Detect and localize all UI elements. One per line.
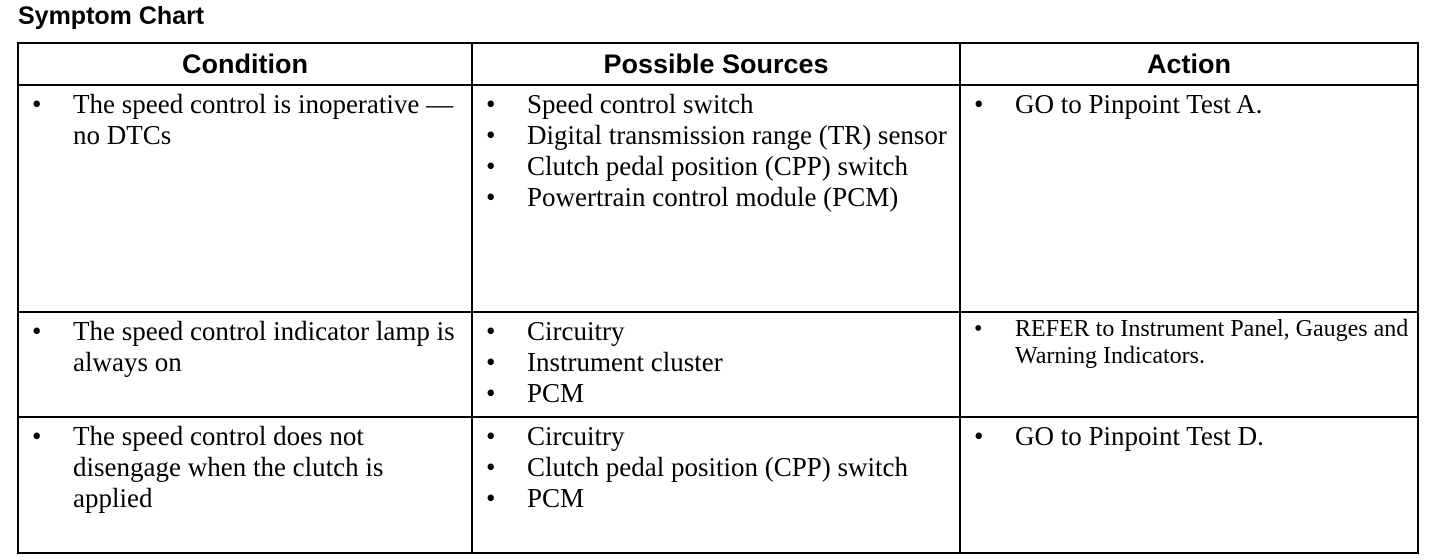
list-item <box>479 316 953 347</box>
header-row <box>18 43 1418 85</box>
source-text: Speed control switch <box>527 89 754 119</box>
bullet-icon: • <box>486 452 496 482</box>
action-cell <box>960 312 1418 417</box>
bullet-icon: • <box>486 347 496 377</box>
list-item <box>479 182 953 213</box>
condition-cell <box>18 312 472 417</box>
source-text: PCM <box>527 483 585 513</box>
bullet-icon: • <box>974 316 983 342</box>
condition-text: The speed control indicator lamp is always on <box>73 316 455 377</box>
action-cell <box>960 85 1418 312</box>
chart-title: Symptom Chart <box>18 2 205 30</box>
source-text: Digital transmission range (TR) sensor <box>527 120 947 150</box>
list-item <box>479 89 953 120</box>
table-row <box>18 417 1418 553</box>
list-item <box>479 421 953 452</box>
action-text: GO to Pinpoint Test D. <box>1015 421 1264 451</box>
list-item <box>25 89 465 151</box>
condition-text: The speed control does not disengage when the clutch is applied <box>73 421 384 513</box>
list-item <box>967 316 1411 370</box>
bullet-icon: • <box>486 421 496 451</box>
bullet-icon: • <box>974 89 984 119</box>
bullet-icon: • <box>32 89 42 119</box>
action-text: REFER to Instrument Panel, Gauges and Warning Indicators. <box>1015 316 1409 369</box>
bullet-icon: • <box>486 120 496 150</box>
bullet-icon: • <box>486 378 496 408</box>
table-row <box>18 85 1418 312</box>
condition-cell <box>18 417 472 553</box>
bullet-icon: • <box>486 151 496 181</box>
action-text: GO to Pinpoint Test A. <box>1015 89 1263 119</box>
condition-text: The speed control is inoperative — no DTCs <box>73 89 454 150</box>
list-item <box>479 120 953 151</box>
bullet-icon: • <box>974 421 984 451</box>
condition-cell <box>18 85 472 312</box>
action-cell <box>960 417 1418 553</box>
source-text: Clutch pedal position (CPP) switch <box>527 151 908 181</box>
bullet-icon: • <box>32 316 42 346</box>
sources-cell <box>472 85 960 312</box>
list-item <box>479 151 953 182</box>
source-text: Instrument cluster <box>527 347 723 377</box>
sources-cell <box>472 312 960 417</box>
list-item <box>479 347 953 378</box>
bullet-icon: • <box>486 316 496 346</box>
source-text: Powertrain control module (PCM) <box>527 182 899 212</box>
symptom-table <box>17 42 1419 554</box>
list-item <box>479 452 953 483</box>
source-text: Clutch pedal position (CPP) switch <box>527 452 908 482</box>
list-item <box>967 421 1411 452</box>
list-item <box>25 421 465 514</box>
bullet-icon: • <box>486 483 496 513</box>
source-text: Circuitry <box>527 421 625 451</box>
source-text: PCM <box>527 378 585 408</box>
bullet-icon: • <box>486 182 496 212</box>
table-row <box>18 312 1418 417</box>
list-item <box>967 89 1411 120</box>
list-item <box>479 483 953 514</box>
header-condition: Condition <box>18 43 472 85</box>
bullet-icon: • <box>486 89 496 119</box>
sources-cell <box>472 417 960 553</box>
bullet-icon: • <box>32 421 42 451</box>
header-possible-sources: Possible Sources <box>472 43 960 85</box>
header-action: Action <box>960 43 1418 85</box>
list-item <box>479 378 953 409</box>
source-text: Circuitry <box>527 316 625 346</box>
list-item <box>25 316 465 378</box>
